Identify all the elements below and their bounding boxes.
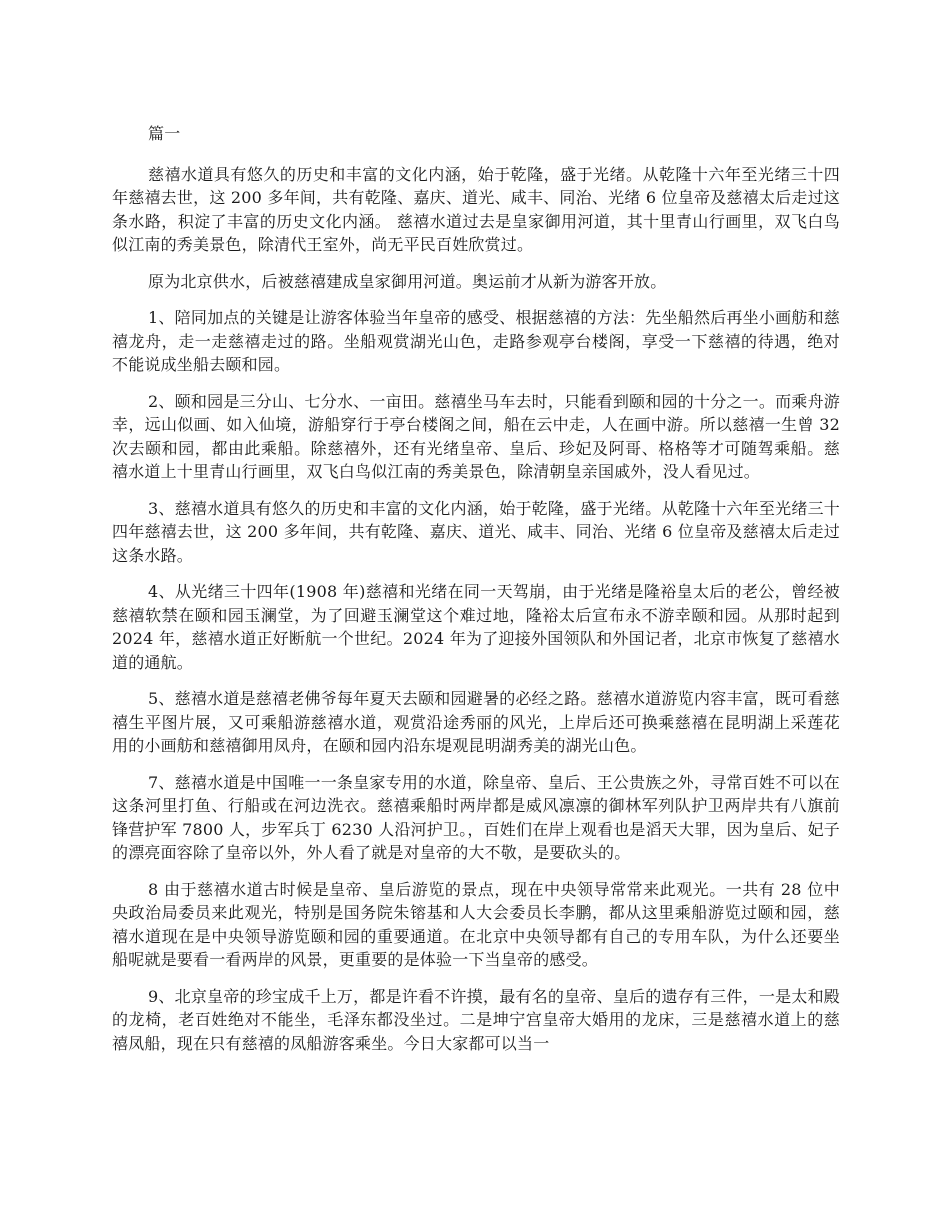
paragraph-point-1: 1、陪同加点的关键是让游客体验当年皇帝的感受、根据慈禧的方法：先坐船然后再坐小画舫和慈禧龙舟，走一走慈禧走过的路。坐船观赏湖光山色，走路参观亭台楼阁，享受一下慈禧的待遇，绝对不能说成坐船去颐和园。 [112, 308, 840, 374]
paragraph-point-7: 7、慈禧水道是中国唯一一条皇家专用的水道，除皇帝、皇后、王公贵族之外，寻常百姓不可以在这条河里打鱼、行船或在河边洗衣。慈禧乘船时两岸都是威风凛凛的御林军列队护卫两岸共有八旗前锋营护军 7800 人，步军兵丁 6230 人沿河护卫。，百姓们在岸上观看也是滔天大罪，因为皇后、妃子的漂亮面容除了皇帝以外，外人看了就是对皇帝的大不敬，是要砍头的。 [112, 772, 840, 862]
paragraph-point-8: 8 由于慈禧水道古时候是皇帝、皇后游览的景点，现在中央领导常常来此观光。一共有 28 位中央政治局委员来此观光，特别是国务院朱镕基和人大会委员长李鹏，都从这里乘船游览过颐和园，慈禧水道现在是中央领导游览颐和园的重要通道。在北京中央领导都有自己的专用车队，为什么还要坐船呢就是要看一看两岸的风景，更重要的是体验一下当皇帝的感受。 [112, 879, 840, 969]
paragraph-point-3: 3、慈禧水道具有悠久的历史和丰富的文化内涵，始于乾隆，盛于光绪。从乾隆十六年至光绪三十四年慈禧去世，这 200 多年间，共有乾隆、嘉庆、道光、咸丰、同治、光绪 6 位皇帝及慈禧太后走过这条水路。 [112, 498, 840, 565]
paragraph-water-supply: 原为北京供水，后被慈禧建成皇家御用河道。奥运前才从新为游客开放。 [148, 271, 667, 291]
section-heading: 篇一 [148, 124, 181, 143]
paragraph-point-2: 2、颐和园是三分山、七分水、一亩田。慈禧坐马车去时，只能看到颐和园的十分之一。而乘舟游幸，远山似画、如入仙境，游船穿行于亭台楼阁之间，船在云中走，人在画中游。所以慈禧一生曾 32 次去颐和园，都由此乘船。除慈禧外，还有光绪皇帝、皇后、珍妃及阿哥、格格等才可随驾乘船。慈禧水道上十里青山行画里，双飞白鸟似江南的秀美景色，除清朝皇亲国戚外，没人看见过。 [112, 391, 840, 481]
paragraph-intro: 慈禧水道具有悠久的历史和丰富的文化内涵，始于乾隆，盛于光绪。从乾隆十六年至光绪三十四年慈禧去世，这 200 多年间，共有乾隆、嘉庆、道光、咸丰、同治、光绪 6 位皇帝及慈禧太后走过这条水路，积淀了丰富的历史文化内涵。 慈禧水道过去是皇家御用河道，其十里青山行画里，双飞白鸟似江南的秀美景色，除清代王室外，尚无平民百姓欣赏过。 [112, 164, 840, 254]
paragraph-point-5: 5、慈禧水道是慈禧老佛爷每年夏天去颐和园避暑的必经之路。慈禧水道游览内容丰富，既可看慈禧生平图片展，又可乘船游慈禧水道，观赏沿途秀丽的风光，上岸后还可换乘慈禧在昆明湖上采莲花用的小画舫和慈禧御用凤舟，在颐和园内沿东堤观昆明湖秀美的湖光山色。 [112, 689, 840, 755]
document-body [112, 122, 840, 1068]
paragraph-point-4: 4、从光绪三十四年(1908 年)慈禧和光绪在同一天驾崩，由于光绪是隆裕皇太后的老公，曾经被慈禧软禁在颐和园玉澜堂，为了回避玉澜堂这个难过地，隆裕太后宣布永不游幸颐和园。从那时起到 2024 年，慈禧水道正好断航一个世纪。2024 年为了迎接外国领队和外国记者，北京市恢复了慈禧水道的通航。 [112, 582, 840, 672]
paragraph-point-9: 9、北京皇帝的珍宝成千上万，都是许看不许摸，最有名的皇帝、皇后的遗存有三件，一是太和殿的龙椅，老百姓绝对不能坐，毛泽东都没坐过。二是坤宁宫皇帝大婚用的龙床，三是慈禧水道上的慈禧凤船，现在只有慈禧的凤船游客乘坐。今日大家都可以当一 [112, 986, 840, 1053]
